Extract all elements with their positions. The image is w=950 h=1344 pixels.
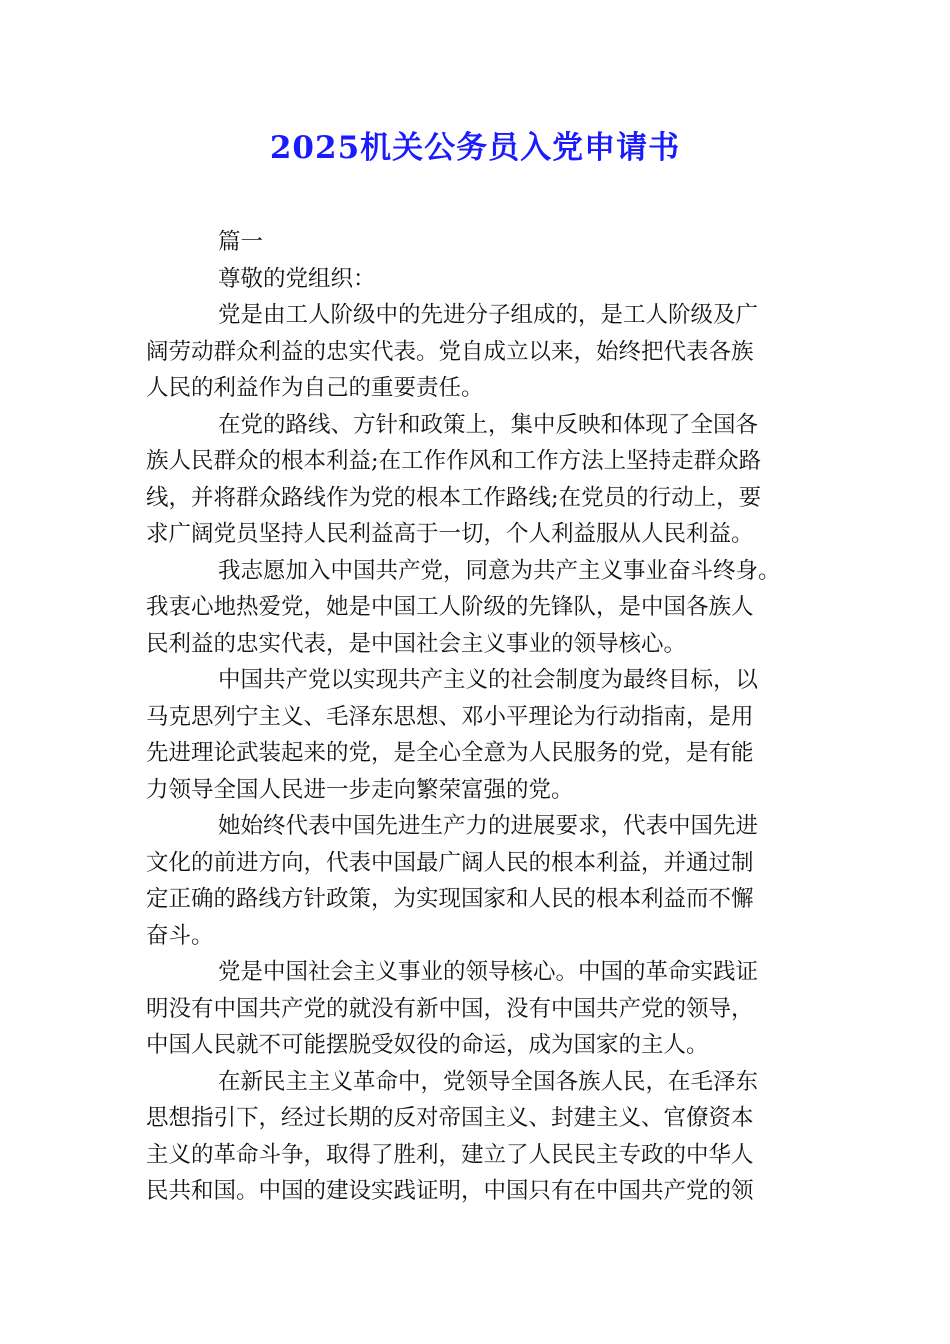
- text-line: 阔劳动群众利益的忠实代表。党自成立以来，始终把代表各族: [146, 338, 754, 365]
- text-line: 力领导全国人民进一步走向繁荣富强的党。: [146, 776, 574, 803]
- text-line: 先进理论武装起来的党，是全心全意为人民服务的党，是有能: [146, 740, 754, 766]
- text-line: 我志愿加入中国共产党，同意为共产主义事业奋斗终身。: [218, 557, 781, 584]
- document-body: [146, 224, 806, 1210]
- text-line: 尊敬的党组织：: [218, 265, 376, 292]
- text-line: 奋斗。: [146, 922, 214, 949]
- text-line: 在新民主主义革命中，党领导全国各族人民，在毛泽东: [218, 1068, 759, 1095]
- text-line: 族人民群众的根本利益;在工作作风和工作方法上坚持走群众路: [146, 448, 762, 474]
- text-line: 思想指引下，经过长期的反对帝国主义、封建主义、官僚资本: [146, 1105, 754, 1131]
- document-title: 2025机关公务员入党申请书: [269, 130, 681, 166]
- text-line: 中国共产党以实现共产主义的社会制度为最终目标，以: [218, 667, 759, 693]
- text-line: 主义的革命斗争，取得了胜利，建立了人民民主专政的中华人: [146, 1141, 754, 1168]
- text-line: 党是中国社会主义事业的领导核心。中国的革命实践证: [218, 959, 759, 985]
- text-line: 马克思列宁主义、毛泽东思想、邓小平理论为行动指南，是用: [146, 703, 754, 730]
- text-line: 线，并将群众路线作为党的根本工作路线;在党员的行动上，要: [146, 484, 762, 511]
- text-line: 我衷心地热爱党，她是中国工人阶级的先锋队，是中国各族人: [146, 594, 754, 620]
- text-line: 明没有中国共产党的就没有新中国，没有中国共产党的领导，: [146, 995, 754, 1022]
- text-line: 在党的路线、方针和政策上，集中反映和体现了全国各: [218, 411, 759, 438]
- text-line: 文化的前进方向，代表中国最广阔人民的根本利益，并通过制: [146, 849, 754, 876]
- text-line: 民共和国。中国的建设实践证明，中国只有在中国共产党的领: [146, 1178, 754, 1204]
- text-line: 定正确的路线方针政策，为实现国家和人民的根本利益而不懈: [146, 886, 754, 912]
- text-line: 民利益的忠实代表，是中国社会主义事业的领导核心。: [146, 630, 687, 657]
- text-line: 党是由工人阶级中的先进分子组成的，是工人阶级及广: [218, 302, 759, 328]
- text-line: 中国人民就不可能摆脱受奴役的命运，成为国家的主人。: [146, 1032, 709, 1058]
- text-line: 她始终代表中国先进生产力的进展要求，代表中国先进: [218, 813, 759, 839]
- text-line: 篇一: [218, 229, 264, 255]
- text-line: 求广阔党员坚持人民利益高于一切，个人利益服从人民利益。: [146, 521, 754, 547]
- text-line: 人民的利益作为自己的重要责任。: [146, 375, 484, 401]
